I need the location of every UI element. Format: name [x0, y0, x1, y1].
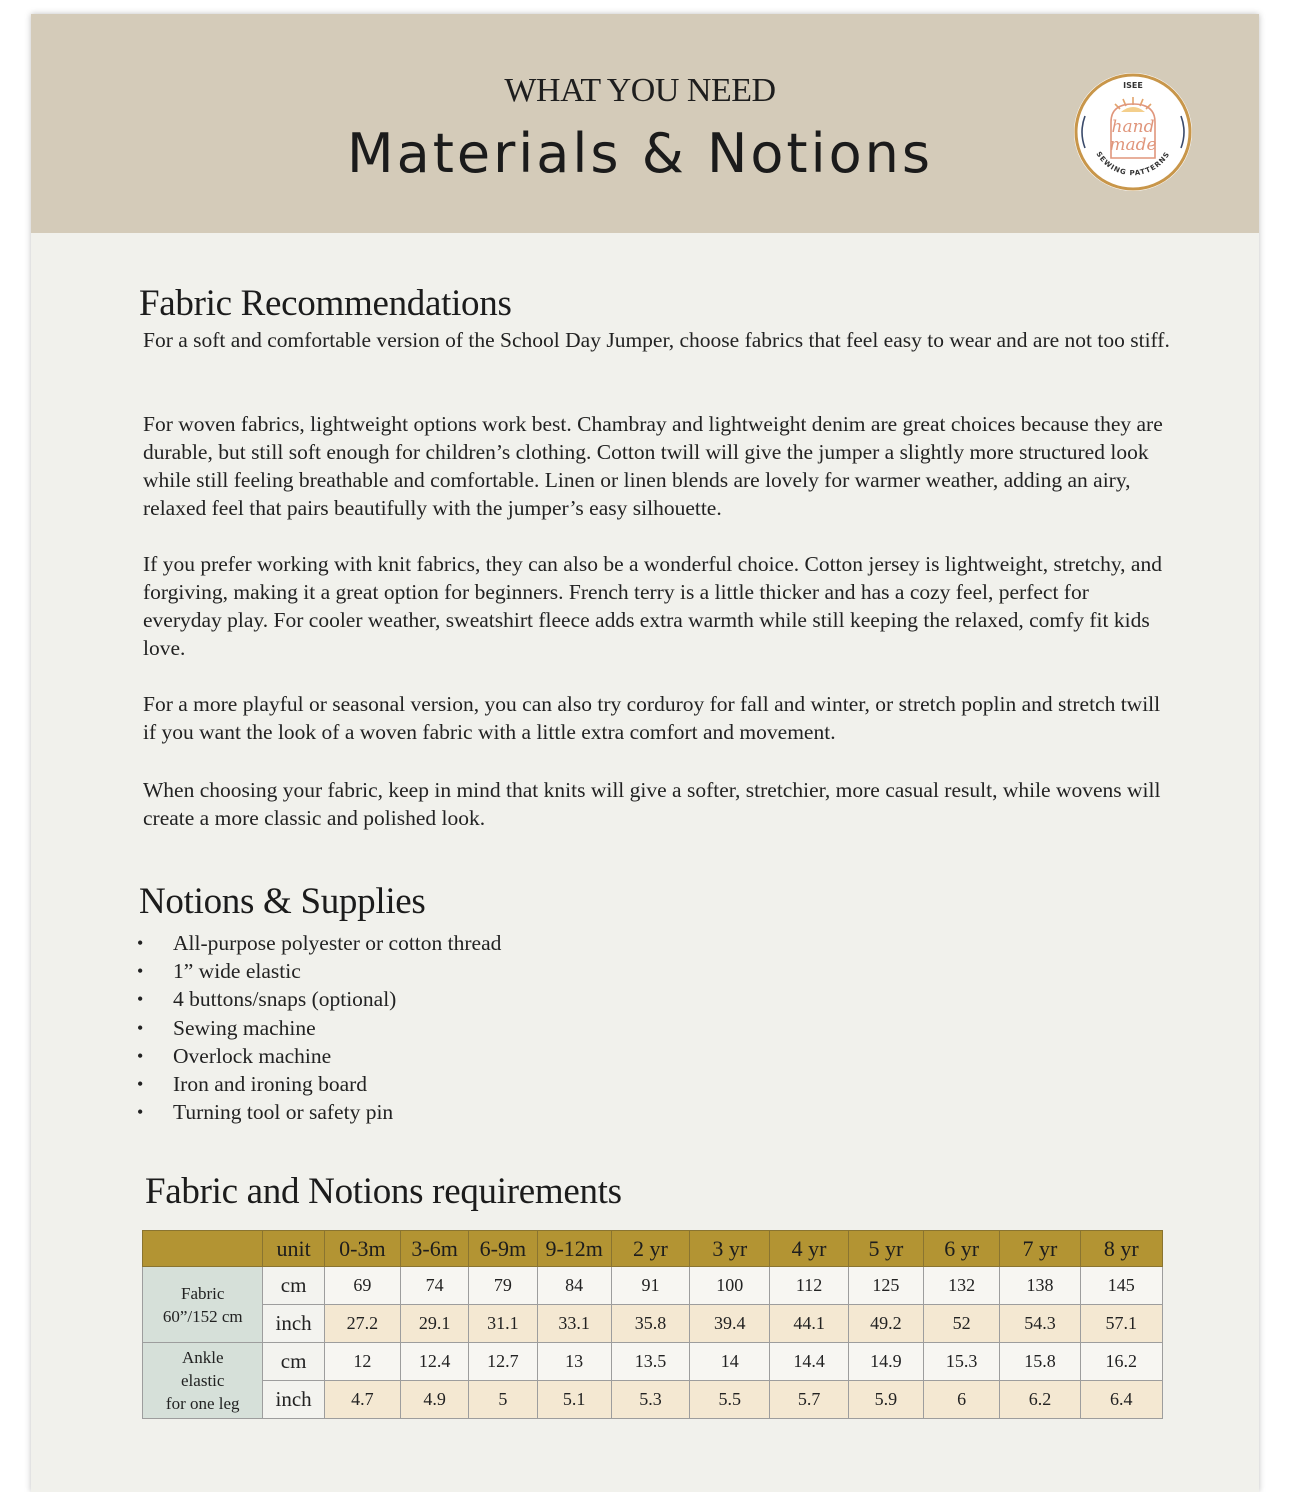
list-item: • Overlock machine — [135, 1042, 501, 1070]
value-cell: 84 — [537, 1267, 611, 1305]
value-cell: 6.4 — [1080, 1381, 1162, 1419]
value-cell: 33.1 — [537, 1305, 611, 1343]
value-cell: 57.1 — [1080, 1305, 1162, 1343]
requirements-heading: Fabric and Notions requirements — [145, 1171, 622, 1212]
value-cell: 112 — [770, 1267, 848, 1305]
header-size: 2 yr — [611, 1231, 689, 1267]
list-item: • 4 buttons/snaps (optional) — [135, 985, 501, 1013]
value-cell: 39.4 — [690, 1305, 770, 1343]
table-row — [143, 1343, 1163, 1381]
label-line: 60”/152 cm — [162, 1306, 243, 1326]
fabric-paragraph-5: When choosing your fabric, keep in mind that knits will give a softer, stretchier, more casual result, while wovens will create a more classic and polished look. — [143, 778, 1161, 830]
value-cell: 125 — [848, 1267, 923, 1305]
header-size: 5 yr — [848, 1231, 923, 1267]
row-label-fabric — [143, 1267, 263, 1343]
header-size: 3-6m — [401, 1231, 469, 1267]
list-item: • Iron and ironing board — [135, 1070, 501, 1098]
value-cell: 5.3 — [611, 1381, 689, 1419]
value-cell: 4.7 — [324, 1381, 400, 1419]
header-size: 8 yr — [1080, 1231, 1162, 1267]
value-cell: 69 — [324, 1267, 400, 1305]
value-cell: 13 — [537, 1343, 611, 1381]
value-cell: 5.9 — [848, 1381, 923, 1419]
header-kicker: WHAT YOU NEED — [504, 72, 776, 109]
value-cell: 44.1 — [770, 1305, 848, 1343]
header-size: 0-3m — [324, 1231, 400, 1267]
notions-heading: Notions & Supplies — [139, 881, 426, 922]
header-size: 4 yr — [770, 1231, 848, 1267]
table-row — [143, 1305, 1163, 1343]
value-cell: 132 — [924, 1267, 1000, 1305]
header-unit: unit — [263, 1231, 324, 1267]
value-cell: 5.7 — [770, 1381, 848, 1419]
value-cell: 79 — [469, 1267, 537, 1305]
notions-list — [135, 929, 501, 1126]
table-header-row — [143, 1231, 1163, 1267]
label-line: for one leg — [165, 1394, 240, 1413]
unit-cell: inch — [263, 1381, 324, 1419]
header-size: 3 yr — [690, 1231, 770, 1267]
header-corner — [143, 1231, 263, 1267]
fabric-paragraph-2: For woven fabrics, lightweight options work best. Chambray and lightweight denim are great choices because they are durable, but still soft enough for children’s clothing. Cotton twill will give the jumper a slightly more structured look while still feeling breathable and comfortable. Linen or linen blends are lovely for warmer weather, adding an airy, relaxed feel that pairs beautifully with the jumper’s easy silhouette. — [143, 412, 1163, 520]
header-size: 6 yr — [924, 1231, 1000, 1267]
value-cell: 138 — [1000, 1267, 1080, 1305]
value-cell: 12.4 — [401, 1343, 469, 1381]
value-cell: 5 — [469, 1381, 537, 1419]
list-item: • All-purpose polyester or cotton thread — [135, 929, 501, 957]
value-cell: 6 — [924, 1381, 1000, 1419]
value-cell: 12 — [324, 1343, 400, 1381]
label-line: Fabric — [181, 1283, 225, 1303]
value-cell: 49.2 — [848, 1305, 923, 1343]
value-cell: 54.3 — [1000, 1305, 1080, 1343]
value-cell: 35.8 — [611, 1305, 689, 1343]
handmade-logo — [1071, 70, 1195, 194]
row-label-ankle-elastic — [143, 1343, 263, 1419]
value-cell: 29.1 — [401, 1305, 469, 1343]
document-page — [31, 14, 1259, 1492]
value-cell: 14.9 — [848, 1343, 923, 1381]
value-cell: 145 — [1080, 1267, 1162, 1305]
value-cell: 15.3 — [924, 1343, 1000, 1381]
badge-bottom-text: SEWING PATTERNS — [1094, 150, 1172, 178]
fabric-paragraph-1: For a soft and comfortable version of the School Day Jumper, choose fabrics that feel easy to wear and are not too stiff. — [143, 328, 1170, 352]
unit-cell: inch — [263, 1305, 324, 1343]
unit-cell: cm — [263, 1343, 324, 1381]
page-title: Materials & Notions — [347, 122, 933, 185]
value-cell: 16.2 — [1080, 1343, 1162, 1381]
value-cell: 52 — [924, 1305, 1000, 1343]
label-line: Ankle — [181, 1348, 224, 1367]
header-size: 7 yr — [1000, 1231, 1080, 1267]
header-size: 6-9m — [469, 1231, 537, 1267]
value-cell: 31.1 — [469, 1305, 537, 1343]
badge-top-text: ISEE — [1123, 81, 1143, 90]
value-cell: 14.4 — [770, 1343, 848, 1381]
label-line: elastic — [181, 1371, 225, 1390]
value-cell: 74 — [401, 1267, 469, 1305]
fabric-paragraph-4: For a more playful or seasonal version, you can also try corduroy for fall and winter, or stretch poplin and stretch twill if you want the look of a woven fabric with a little extra comfort and movement. — [143, 692, 1161, 744]
value-cell: 27.2 — [324, 1305, 400, 1343]
value-cell: 13.5 — [611, 1343, 689, 1381]
list-item: • Sewing machine — [135, 1014, 501, 1042]
value-cell: 91 — [611, 1267, 689, 1305]
badge-line1: hand — [1111, 117, 1155, 137]
value-cell: 6.2 — [1000, 1381, 1080, 1419]
unit-cell: cm — [263, 1267, 324, 1305]
value-cell: 4.9 — [401, 1381, 469, 1419]
requirements-table — [142, 1230, 1163, 1419]
value-cell: 15.8 — [1000, 1343, 1080, 1381]
table-row — [143, 1381, 1163, 1419]
badge-line2: made — [1109, 135, 1157, 155]
fabric-recommendations-heading: Fabric Recommendations — [139, 283, 512, 324]
fabric-paragraph-3: If you prefer working with knit fabrics, they can also be a wonderful choice. Cotton jersey is lightweight, stretchy, and forgiving, making it a great option for beginners. French terry is a little thicker and has a cozy feel, perfect for everyday play. For cooler weather, sweatshirt fleece adds extra warmth while still keeping the relaxed, comfy fit kids love. — [143, 552, 1162, 660]
header-size: 9-12m — [537, 1231, 611, 1267]
value-cell: 14 — [690, 1343, 770, 1381]
value-cell: 5.5 — [690, 1381, 770, 1419]
value-cell: 100 — [690, 1267, 770, 1305]
list-item: • 1” wide elastic — [135, 957, 501, 985]
value-cell: 12.7 — [469, 1343, 537, 1381]
value-cell: 5.1 — [537, 1381, 611, 1419]
page-header — [31, 14, 1259, 233]
table-row — [143, 1267, 1163, 1305]
list-item: • Turning tool or safety pin — [135, 1098, 501, 1126]
